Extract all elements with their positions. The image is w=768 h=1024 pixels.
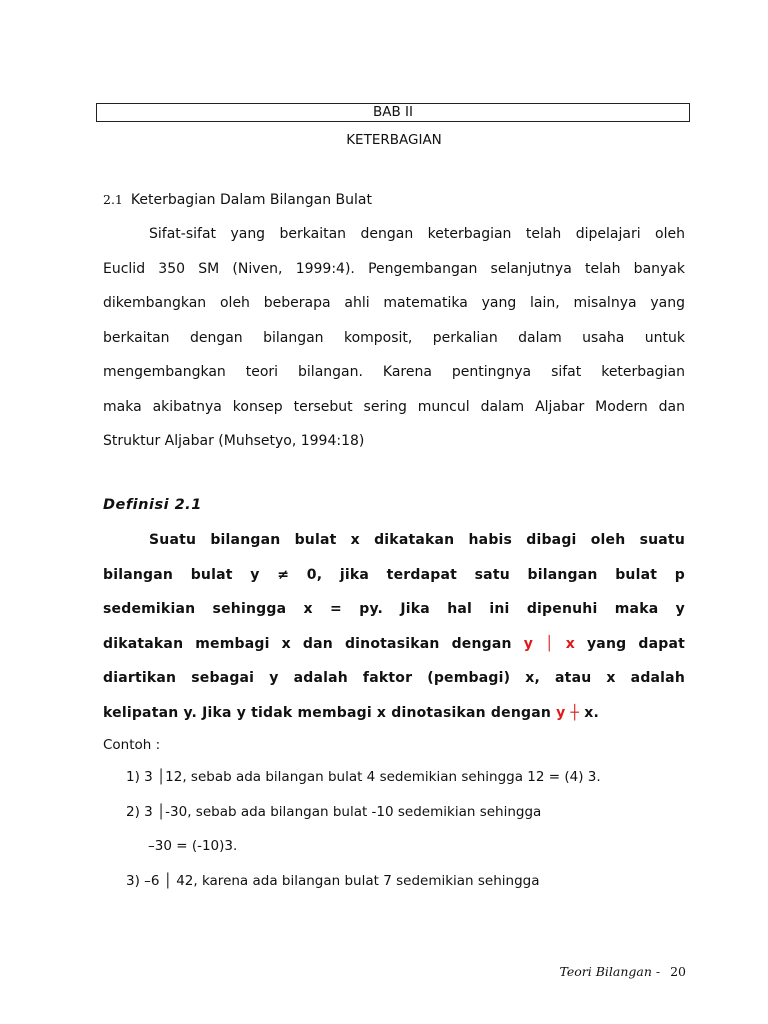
section-number: 2.1 [103,192,123,207]
definition-heading: Definisi 2.1 [103,497,202,513]
example-item-continuation: –30 = (-10)3. [148,838,238,854]
example-item: 2) 3 │-30, sebab ada bilangan bulat -10 sedemikian sehingga [126,804,542,820]
examples-label: Contoh : [103,737,161,753]
paragraph-line: dikembangkan oleh beberapa ahli matematika yang lain, misalnya yang [103,295,685,311]
page-footer [559,964,686,979]
footer-title: Teori Bilangan - [559,964,661,979]
definition-line [103,633,685,655]
example-item: 1) 3 │12, sebab ada bilangan bulat 4 sedemikian sehingga 12 = (4) 3. [126,769,601,785]
paragraph-line: Sifat-sifat yang berkaitan dengan keterbagian telah dipelajari oleh [149,226,685,242]
paragraph-line: maka akibatnya konsep tersebut sering muncul dalam Aljabar Modern dan [103,398,685,415]
example-item: 3) –6 │ 42, karena ada bilangan bulat 7 sedemikian sehingga [126,873,540,889]
definition-line: diartikan sebagai y adalah faktor (pembagi) x, atau x adalah [103,670,685,686]
paragraph-line: Euclid 350 SM (Niven, 1999:4). Pengembangan selanjutnya telah banyak [103,260,685,277]
definition-text: kelipatan y. Jika y tidak membagi x dinotasikan dengan [103,704,557,721]
page-number: 20 [670,964,686,979]
chapter-title: KETERBAGIAN [346,132,442,148]
chapter-label-box [96,103,690,122]
definition-line [103,702,685,724]
paragraph-line: berkaitan dengan bilangan komposit, perkalian dalam usaha untuk [103,329,685,346]
divides-notation: y │ x [523,635,575,652]
chapter-label: BAB II [372,104,413,120]
not-divides-notation: y ┼ [556,704,580,721]
definition-line: bilangan bulat y ≠ 0, jika terdapat satu bilangan bulat p [103,566,685,583]
section-heading [103,192,372,208]
definition-text: yang dapat [574,635,685,652]
definition-text: dikatakan membagi x dan dinotasikan dengan [103,635,524,652]
definition-line: Suatu bilangan bulat x dikatakan habis dibagi oleh suatu [149,532,685,548]
section-title: Keterbagian Dalam Bilangan Bulat [130,192,372,208]
paragraph-line: Struktur Aljabar (Muhsetyo, 1994:18) [103,433,365,449]
definition-line: sedemikian sehingga x = py. Jika hal ini dipenuhi maka y [103,601,685,617]
definition-text: x. [579,704,599,721]
paragraph-line: mengembangkan teori bilangan. Karena pentingnya sifat keterbagian [103,364,685,380]
